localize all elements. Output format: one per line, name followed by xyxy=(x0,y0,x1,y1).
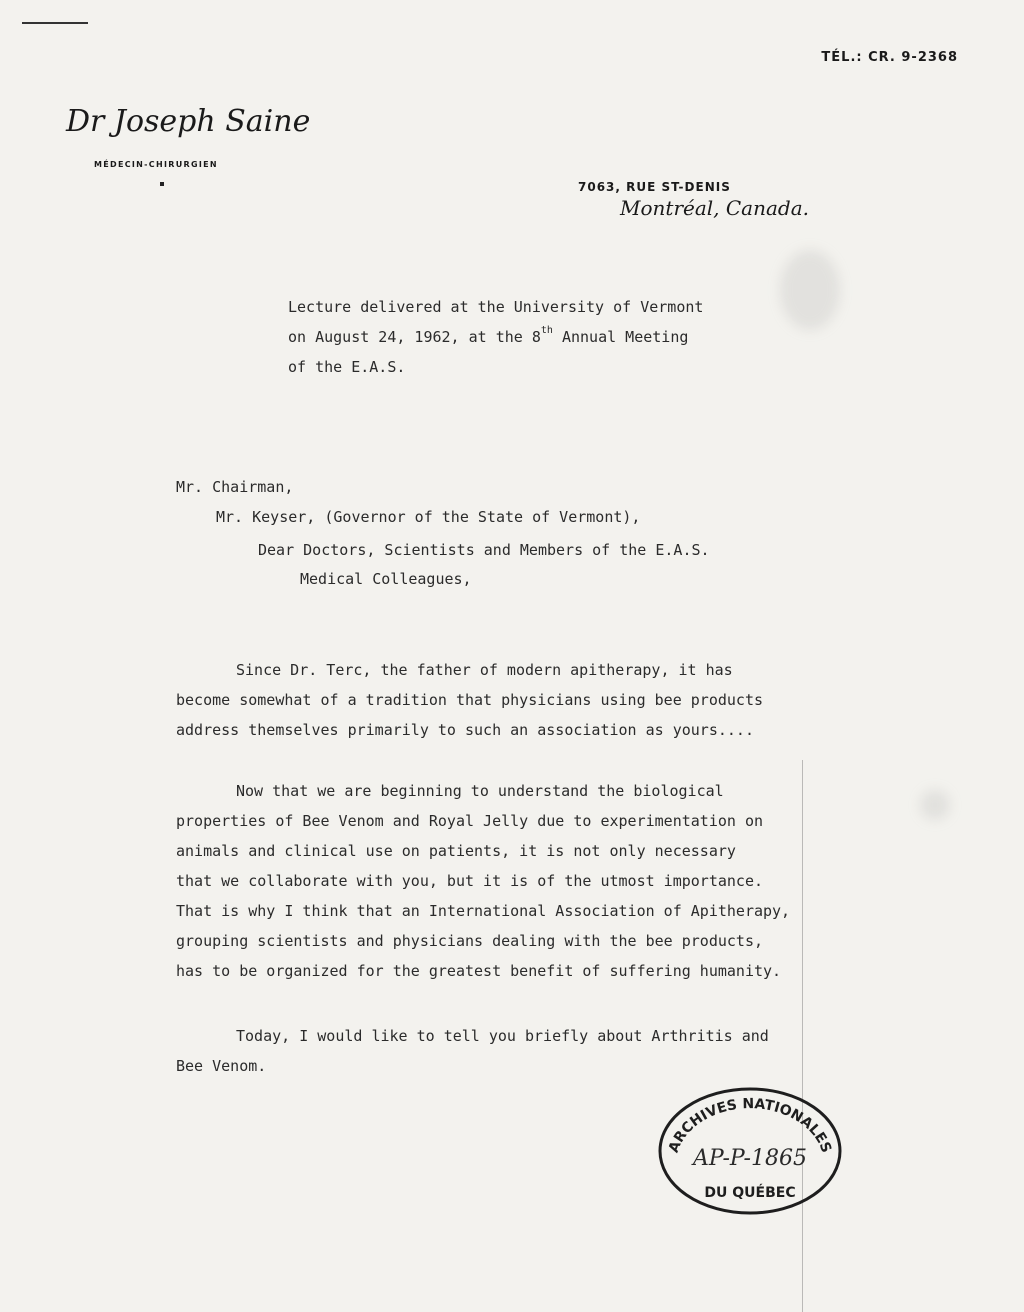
letterhead-title: MÉDECIN-CHIRURGIEN xyxy=(94,160,218,169)
stamp-reference: AP-P-1865 xyxy=(693,1146,807,1171)
paper-fold-line xyxy=(802,760,803,1312)
paragraph-line: properties of Bee Venom and Royal Jelly due to experimentation on xyxy=(176,812,763,830)
ordinal-suffix: th xyxy=(540,325,553,336)
salutation-line: Mr. Keyser, (Governor of the State of Vermont), xyxy=(216,508,641,526)
stamp-top-text: ARCHIVES NATIONALES xyxy=(665,1096,835,1155)
paragraph-line: Since Dr. Terc, the father of modern apitherapy, it has xyxy=(236,661,733,679)
paragraph-line: Now that we are beginning to understand the biological xyxy=(236,782,724,800)
paragraph-line: that we collaborate with you, but it is of the utmost importance. xyxy=(176,872,763,890)
heading-line: Lecture delivered at the University of Vermont xyxy=(288,298,704,316)
letterhead-telephone: TÉL.: CR. 9-2368 xyxy=(821,50,958,65)
heading-line xyxy=(288,322,703,352)
paper-stain xyxy=(780,250,840,330)
paragraph xyxy=(176,776,790,986)
paragraph xyxy=(176,1021,769,1081)
bullet-dot xyxy=(160,182,164,186)
heading-date-text: on August 24, 1962, at the 8 xyxy=(288,328,541,346)
salutation-line: Dear Doctors, Scientists and Members of the E.A.S. xyxy=(258,541,710,559)
salutation-line: Mr. Chairman, xyxy=(176,478,294,496)
letterhead-address: 7063, RUE ST-DENIS xyxy=(578,180,731,194)
corner-mark xyxy=(22,22,88,24)
paragraph-line: address themselves primarily to such an association as yours.... xyxy=(176,721,754,739)
paragraph-line: grouping scientists and physicians dealing with the bee products, xyxy=(176,932,763,950)
heading-meeting-text: Annual Meeting xyxy=(552,328,689,346)
paragraph-line: become somewhat of a tradition that physicians using bee products xyxy=(176,691,763,709)
archives-stamp xyxy=(655,1085,845,1217)
letterhead-city: Montréal, Canada. xyxy=(620,196,809,220)
lecture-heading xyxy=(288,292,703,382)
paragraph-line: Today, I would like to tell you briefly about Arthritis and xyxy=(236,1027,769,1045)
paragraph-line: has to be organized for the greatest benefit of suffering humanity. xyxy=(176,962,782,980)
paragraph-line: Bee Venom. xyxy=(176,1057,267,1075)
paragraph xyxy=(176,655,763,745)
letterhead-signature: Dr Joseph Saine xyxy=(66,104,311,139)
salutation-line: Medical Colleagues, xyxy=(300,570,472,588)
paper-stain xyxy=(920,790,950,820)
stamp-bottom-text: DU QUÉBEC xyxy=(704,1185,796,1201)
paragraph-line: That is why I think that an International Association of Apitherapy, xyxy=(176,902,791,920)
heading-line: of the E.A.S. xyxy=(288,358,406,376)
paragraph-line: animals and clinical use on patients, it is not only necessary xyxy=(176,842,736,860)
